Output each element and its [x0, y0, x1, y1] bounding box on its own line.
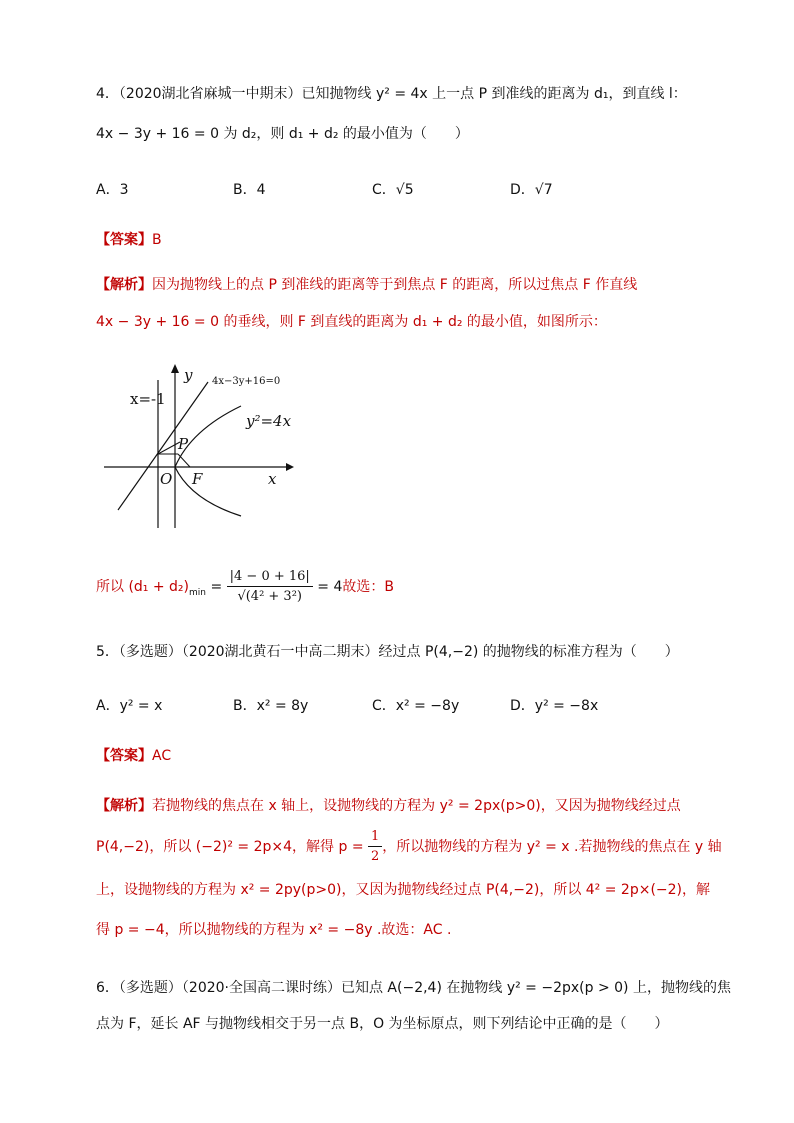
result-prefix: 所以 (d₁ + d₂) — [96, 579, 190, 595]
result-value: = 4 — [312, 579, 343, 595]
q4-analysis-line2: 4x − 3y + 16 = 0 的垂线，则 F 到直线的距离为 d₁ + d₂ 的最小值，如图所示： — [96, 314, 607, 330]
q5-analysis-line3: 上，设抛物线的方程为 x² = 2py(p>0)，又因为抛物线经过点 P(4,−2)，所以 4² = 2p×(−2)，解 — [96, 882, 711, 898]
q4-option-b: B．4 — [233, 182, 266, 198]
y-axis-label: y — [184, 366, 193, 384]
q5-analysis-line1 — [96, 796, 681, 816]
result-denominator: √(4² + 3²) — [237, 588, 302, 604]
q4-option-c: C．√5 — [372, 182, 414, 198]
y-axis-arrow — [171, 364, 179, 373]
q4-analysis-line1 — [96, 275, 637, 295]
result-eq: = — [206, 579, 227, 595]
answer-tag: 【答案】 — [96, 748, 152, 764]
q5-option-d: D．y² = −8x — [510, 698, 599, 714]
q5-option-c: C．x² = −8y — [372, 698, 460, 714]
q4-stem-line2: 4x − 3y + 16 = 0 为 d₂，则 d₁ + d₂ 的最小值为（ ） — [96, 126, 469, 142]
q5-option-b: B．x² = 8y — [233, 698, 309, 714]
result-suffix: 故选：B — [342, 579, 394, 595]
pf-segment — [178, 454, 190, 467]
q5-answer — [96, 746, 171, 766]
analysis-text: 若抛物线的焦点在 x 轴上，设抛物线的方程为 y² = 2px(p>0)，又因为抛物线经过点 — [152, 798, 681, 814]
x-axis-label: x — [268, 470, 277, 488]
q6-stem-line1: 6．（多选题）（2020·全国高二课时练）已知点 A(−2,4) 在抛物线 y² = −2px(p > 0) 上，抛物线的焦 — [96, 980, 731, 996]
q4-stem-line1: 4．（2020湖北省麻城一中期末）已知抛物线 y² = 4x 上一点 P 到准线的距离为 d₁，到直线 l： — [96, 86, 687, 102]
line-label: 4x−3y+16=0 — [212, 376, 281, 387]
half-numerator: 1 — [368, 828, 382, 847]
q4-option-d: D．√7 — [510, 182, 553, 198]
result-numerator: |4 − 0 + 16| — [227, 568, 313, 587]
parabola-label: y²=4x — [246, 412, 292, 430]
parabola-figure — [96, 360, 306, 530]
analysis2-part-b: ，所以抛物线的方程为 y² = x .若抛物线的焦点在 y 轴 — [382, 839, 722, 855]
result-subscript: min — [189, 587, 206, 598]
origin-label: O — [160, 470, 173, 488]
q4-result — [96, 566, 394, 614]
answer-value: B — [152, 232, 162, 248]
directrix-label: x=-1 — [130, 390, 166, 408]
analysis2-part-a: P(4,−2)，所以 (−2)² = 2p×4，解得 p = — [96, 839, 369, 855]
analysis-tag: 【解析】 — [96, 277, 152, 293]
q5-analysis-line4: 得 p = −4，所以抛物线的方程为 x² = −8y .故选：AC . — [96, 922, 452, 938]
analysis-tag: 【解析】 — [96, 798, 152, 814]
q5-stem-line1: 5．（多选题）（2020湖北黄石一中高二期末）经过点 P(4,−2) 的抛物线的标准方程为（ ） — [96, 644, 679, 660]
result-fraction — [227, 568, 313, 607]
q6-stem-line2: 点为 F，延长 AF 与抛物线相交于另一点 B，O 为坐标原点，则下列结论中正确的是（ ） — [96, 1016, 669, 1032]
analysis-text: 因为抛物线上的点 P 到准线的距离等于到焦点 F 的距离，所以过焦点 F 作直线 — [152, 277, 638, 293]
x-axis-arrow — [286, 463, 294, 471]
half-denominator: 2 — [371, 848, 380, 864]
point-p-label: P — [178, 435, 189, 453]
answer-tag: 【答案】 — [96, 232, 152, 248]
q4-option-a: A．3 — [96, 182, 129, 198]
q4-answer — [96, 230, 162, 250]
answer-value: AC — [152, 748, 172, 764]
q5-analysis-line2 — [96, 826, 722, 868]
half-fraction — [368, 828, 382, 867]
focus-f-label: F — [192, 470, 203, 488]
q5-option-a: A．y² = x — [96, 698, 163, 714]
